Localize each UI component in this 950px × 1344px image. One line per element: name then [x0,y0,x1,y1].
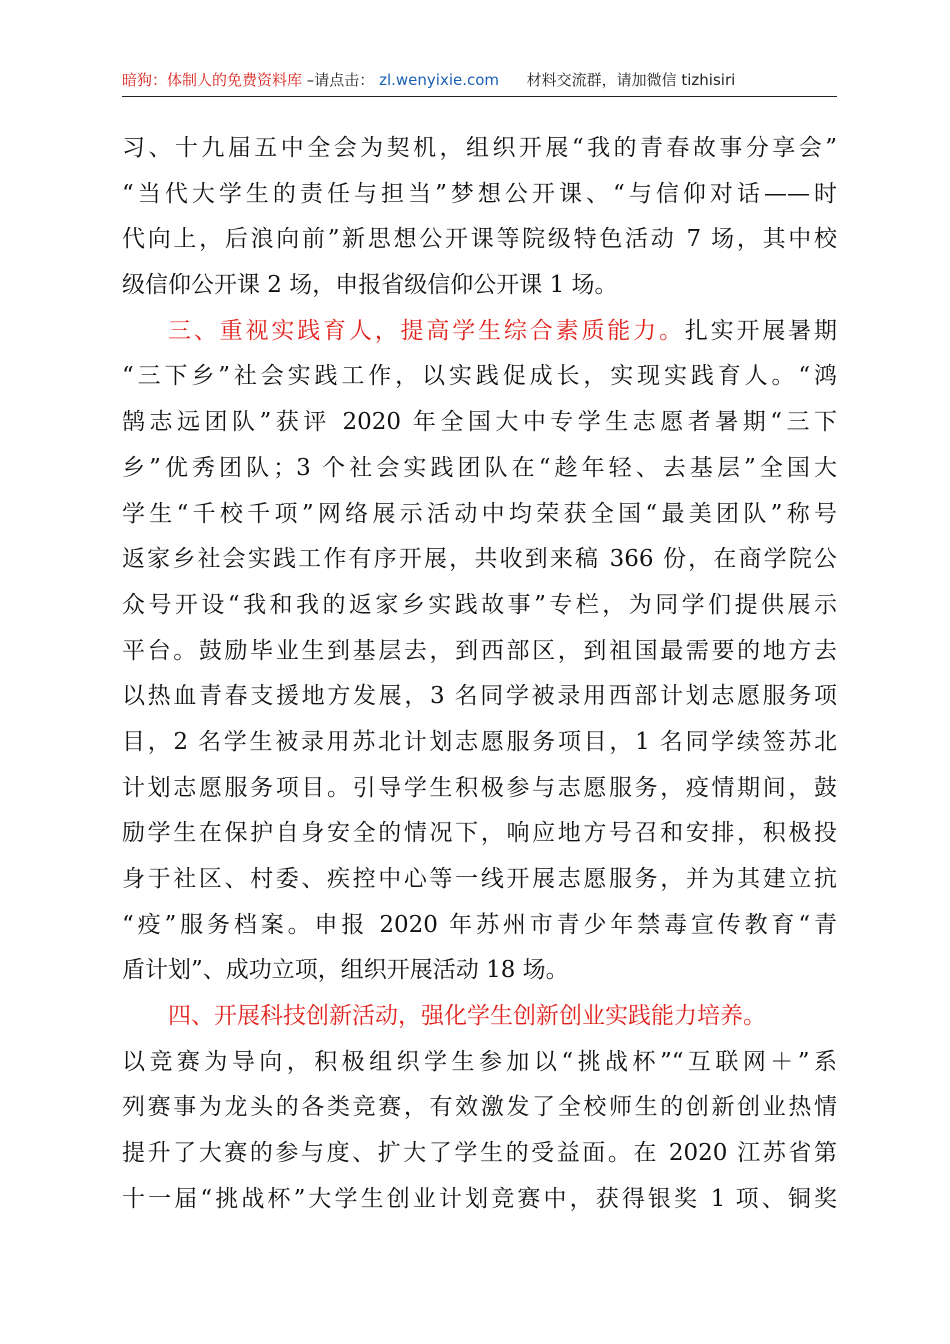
text-line: “当代大学生的责任与担当”梦想公开课、“与信仰对话——时 [122,180,837,207]
text-line: 列赛事为龙头的各类竞赛，有效激发了全校师生的创新创业热情 [122,1094,837,1121]
text-line: 十一届“挑战杯”大学生创业计划竞赛中，获得银奖 1 项、铜奖 [122,1185,837,1212]
text-line: 鹄志远团队”获评 2020 年全国大中专学生志愿者暑期“三下 [122,409,837,436]
section-heading-3: 三、重视实践育人，提高学生综合素质能力。 [168,317,685,344]
text-line: 级信仰公开课 2 场，申报省级信仰公开课 1 场。 [122,272,618,299]
header-contact: 材料交流群，请加微信 tizhisiri [526,71,736,89]
section-heading-4: 四、开展科技创新活动，强化学生创新创业实践能力培养。 [168,1003,766,1030]
paragraph-2-first-line [122,309,837,355]
paragraph-1 [122,126,837,309]
text-line: 计划志愿服务项目。引导学生积极参与志愿服务，疫情期间，鼓 [122,774,837,801]
text-line: 提升了大赛的参与度、扩大了学生的受益面。在 2020 江苏省第 [122,1140,837,1167]
text-line: 目，2 名学生被录用苏北计划志愿服务项目，1 名同学续签苏北 [122,728,837,755]
text-line: 身于社区、村委、疾控中心等一线开展志愿服务，并为其建立抗 [122,866,837,892]
paragraph-2 [122,309,837,994]
text-line: 学生“千校千项”网络展示活动中均荣获全国“最美团队”称号 [122,500,837,527]
text-line: 代向上，后浪向前”新思想公开课等院级特色活动 7 场，其中校 [122,226,837,253]
page-header [122,68,837,97]
document-body [122,126,837,1223]
text-line: 习、十九届五中全会为契机，组织开展“我的青春故事分享会” [122,135,837,161]
text-line: 盾计划”、成功立项，组织开展活动 18 场。 [122,957,569,984]
header-brand: 暗狗：体制人的免费资料库 [122,71,303,89]
text-line: 返家乡社会实践工作有序开展，共收到来稿 366 份，在商学院公 [122,546,837,573]
text-line: 平台。鼓励毕业生到基层去，到西部区，到祖国最需要的地方去 [122,637,837,664]
text-line: 众号开设“我和我的返家乡实践故事”专栏，为同学们提供展示 [122,591,837,618]
header-click-label: –请点击： [306,71,375,89]
text-line: 以热血青春支援地方发展，3 名同学被录用西部计划志愿服务项 [122,683,837,710]
text-line: 以竞赛为导向，积极组织学生参加以“挑战杯”“互联网＋”系 [122,1048,837,1075]
paragraph-3 [122,994,837,1222]
text-line: “疫”服务档案。申报 2020 年苏州市青少年禁毒宣传教育“青 [122,911,837,938]
text-line: 乡”优秀团队；3 个社会实践团队在“趁年轻、去基层”全国大 [122,454,837,481]
text-fragment: 扎实开展暑期 [684,317,838,344]
text-line: “三下乡”社会实践工作，以实践促成长，实现实践育人。“鸿 [122,363,837,390]
header-url-link[interactable]: zl.wenyixie.com [379,71,500,89]
text-line: 励学生在保护自身安全的情况下，响应地方号召和安排，积极投 [122,820,837,847]
